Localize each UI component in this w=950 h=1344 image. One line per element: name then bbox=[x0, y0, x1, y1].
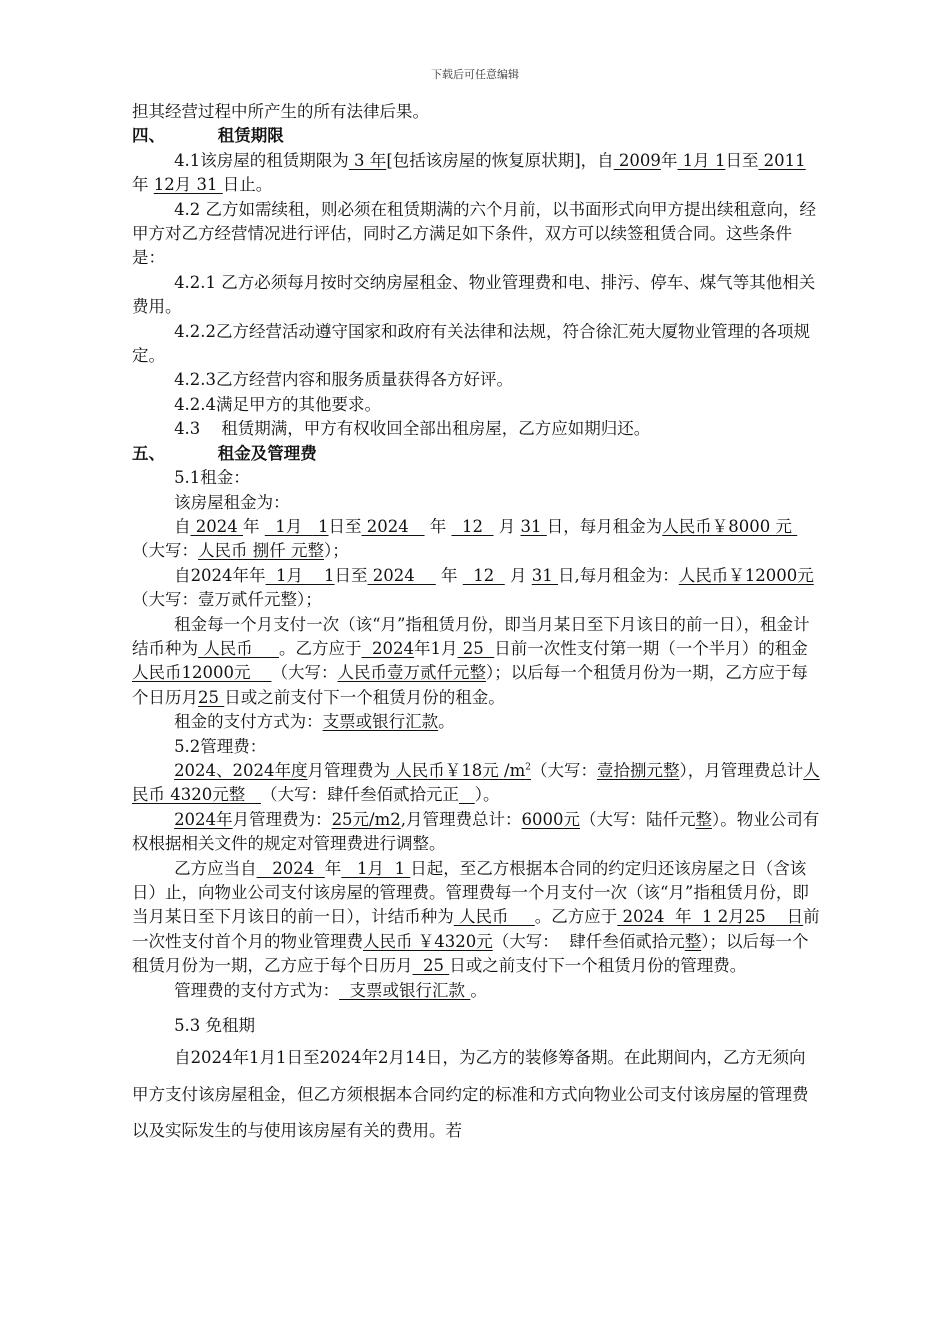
clause-4-2-1: 4.2.1 乙方必须每月按时交纳房屋租金、物业管理费和电、排污、停车、煤气等其他相关费用。 bbox=[132, 272, 816, 317]
rent-period-2: 自2024年年 1月 1日至 2024 年 12 月 31 日,每月租金为：人民币￥12000元（大写：壹万贰仟元整）； bbox=[132, 565, 814, 610]
clause-4-1: 4.1该房屋的租赁期限为 3 年[包括该房屋的恢复原状期]，自 2009年 1月 1日至 2011 年 12月 31 日止。 bbox=[132, 150, 806, 195]
clause-5-3: 5.3 免租期 bbox=[174, 1016, 256, 1036]
clause-4-2: 4.2 乙方如需续租，则必须在租赁期满的六个月前，以书面形式向甲方提出续租意向，经甲方对乙方经营情况进行评估，同时乙方满足如下条件，双方可以续签租赁合同。这些条件是： bbox=[132, 199, 817, 268]
clause-5-2: 5.2管理费： bbox=[174, 736, 267, 756]
page-header: 下载后可任意编辑 bbox=[431, 68, 519, 81]
rent-intro: 该房屋租金为： bbox=[174, 492, 290, 512]
paragraph-legal-consequences: 担其经营过程中所产生的所有法律后果。 bbox=[132, 102, 429, 121]
clause-4-2-2: 4.2.2乙方经营活动遵守国家和政府有关法律和法规，符合徐汇苑大厦物业管理的各项规定。 bbox=[132, 321, 811, 366]
clause-4-2-3: 4.2.3乙方经营内容和服务质量获得各方好评。 bbox=[174, 370, 514, 390]
clause-5-1: 5.1租金： bbox=[174, 468, 250, 488]
contract-body bbox=[132, 100, 822, 1150]
management-fee-payment-method: 管理费的支付方式为： 支票或银行汇款 。 bbox=[174, 980, 487, 1000]
management-fee-1: 2024、2024年度月管理费为 人民币￥18元 $/m^2$（大写：壹拾捌元整），月管理费总计人民币 4320元整 （大写：肆仟叁佰贰拾元正 ）。 bbox=[132, 760, 820, 805]
clause-4-3: 4.3 租赁期满，甲方有权收回全部出租房屋，乙方应如期归还。 bbox=[174, 419, 651, 439]
rent-free-period: 自2024年1月1日至2024年2月14日，为乙方的装修筹备期。在此期间内，乙方无须向甲方支付该房屋租金，但乙方须根据本合同约定的标准和方式向物业公司支付该房屋的管理费以及实际发生的与使用该房屋有关的费用。若 bbox=[132, 1048, 809, 1141]
section-4-heading: 四、 租赁期限 bbox=[132, 126, 284, 146]
section-5-heading: 五、 租金及管理费 bbox=[132, 443, 317, 463]
clause-4-2-4: 4.2.4满足甲方的其他要求。 bbox=[174, 394, 382, 414]
rent-period-1: 自 2024 年 1月 1日至 2024 年 12 月 31 日，每月租金为人民币￥8000 元 （大写：人民币 捌仟 元整）； bbox=[132, 516, 798, 561]
management-fee-2: 2024年月管理费为：25元/m2,月管理费总计：6000元（大写：陆仟元整）。物业公司有权根据相关文件的规定对管理费进行调整。 bbox=[132, 809, 820, 854]
rent-payment-terms: 租金每一个月支付一次（该“月”指租赁月份，即当月某日至下月该日的前一日），租金计结币种为 人民币 。乙方应于 2024年1月 25 日前一次性支付第一期（一个半月）的租金人民币12000元 （大写：人民币壹万贰仟元整）；以后每一个租赁月份为一期，乙方应于每个日历月25 日或之前支付下一个租赁月份的租金。 bbox=[132, 614, 810, 707]
rent-payment-method: 租金的支付方式为：支票或银行汇款。 bbox=[174, 712, 455, 732]
management-fee-terms: 乙方应当自 2024 年 1月 1 日起，至乙方根据本合同的约定归还该房屋之日（含该日）止，向物业公司支付该房屋的管理费。管理费每一个月支付一次（该“月”指租赁月份，即当月某日至下月该日的前一日），计结币种为 人民币 。乙方应于 2024 年 1 2月25 日前一次性支付首个月的物业管理费人民币 ￥4320元（大写： 肆仟叁佰贰拾元整）；以后每一个租赁月份为一期，乙方应于每个日历月 25 日或之前支付下一个租赁月份的管理费。 bbox=[132, 858, 820, 976]
